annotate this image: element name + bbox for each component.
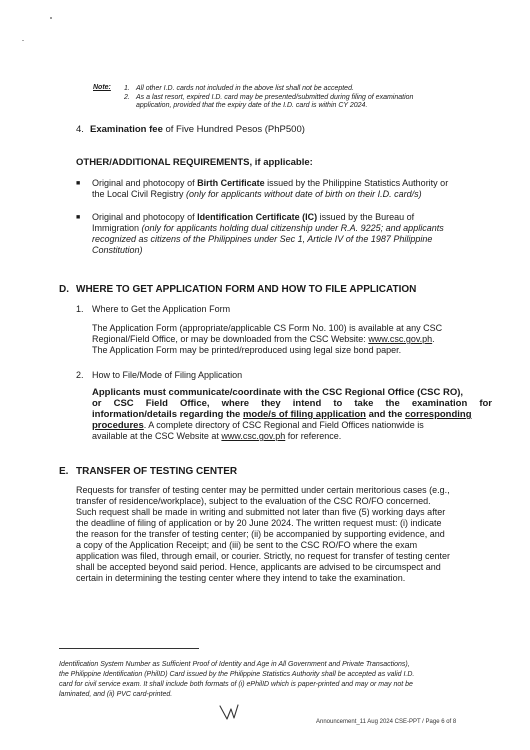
- identification-certificate-item: Original and photocopy of Identification Certificate (IC) issued by the Bureau of Immigration (only for applicants holding dual citizenship under R.A. 9225; and applicants recognized as citizens of the Philippines under Sec 1, Article IV of the 1987 Philippine Constitution): [92, 212, 444, 255]
- bullet-icon: ■: [76, 180, 81, 187]
- note-label: Note:: [93, 84, 111, 91]
- note-item-2-cont: application, provided that the expiry date of the I.D. card is within CY 2024.: [136, 102, 368, 109]
- d-item-2-title: 2. How to File/Mode of Filing Application: [76, 370, 243, 380]
- birth-certificate-item: Original and photocopy of Birth Certificate issued by the Philippine Statistics Authority or the Local Civil Registry (only for applicants without date of birth on their I.D. card/s): [92, 178, 449, 199]
- csc-website-link[interactable]: www.csc.gov.ph: [221, 431, 286, 441]
- d-item-1-title: 1. Where to Get the Application Form: [76, 304, 231, 314]
- section-e-heading: E. TRANSFER OF TESTING CENTER: [59, 466, 238, 477]
- section-d-heading: D. WHERE TO GET APPLICATION FORM AND HOW TO FILE APPLICATION: [59, 284, 417, 295]
- additional-requirements-heading: OTHER/ADDITIONAL REQUIREMENTS, if applicable:: [76, 157, 313, 168]
- section-e-body: Requests for transfer of testing center may be permitted under certain meritorious cases (e.g., transfer of residence/workplace), subject to the evaluation of the CSC RO/FO concerned. Such request shall be made in writing and submitted not later than five (5) working days after the deadline of filing of application or by 20 June 2024. The written request must: (i) indicate the reason for the transfer of testing center; (ii) be accompanied by supporting evidence, and a copy of the Application Receipt; and (iii) be sent to the CSC RO/FO where the exam application was filed, through email, or courier. Strictly, no request for transfer of testing center shall be accepted beyond said period. Hence, applicants are advised to be circumspect and certain in determining the testing center where they intend to take the examination.: [76, 485, 451, 583]
- note-item-1: 1. All other I.D. cards not included in the above list shall not be accepted.: [124, 85, 354, 92]
- scan-speck: [22, 40, 24, 41]
- scan-speck: [50, 17, 52, 19]
- page-footer-reference: Announcement_11 Aug 2024 CSE-PPT / Page 6 of 8: [316, 719, 457, 725]
- bullet-icon: ■: [76, 214, 81, 221]
- d-item-2-body: Applicants must communicate/coordinate with the CSC Regional Office (CSC RO), or CSC Field Office, where they intend to take the examination for information/details regarding the mode/s of filing application and the corresponding procedures. A complete directory of CSC Regional and Field Offices nationwide is available at the CSC Website at www.csc.gov.ph for reference.: [92, 387, 492, 441]
- footnote-rule: [59, 648, 199, 649]
- footnote-text: Identification System Number as Sufficient Proof of Identity and Age in All Government and Private Transactions), the Philippine Identification (PhilID) Card issued by the Philippine Statistics Authority shall be accepted as valid I.D. card for civil service exam. It shall include both formats of (i) ePhilID which is paper-printed and may or may not be laminated, and (ii) PVC card-printed.: [59, 661, 415, 698]
- d-item-1-body: The Application Form (appropriate/applicable CS Form No. 100) is available at any CSC Regional/Field Office, or may be downloaded from the CSC Website: www.csc.gov.ph. The Application Form may be printed/reproduced using legal size bond paper.: [92, 323, 443, 355]
- note-item-2: 2. As a last resort, expired I.D. card may be presented/submitted during filing of examination: [124, 94, 414, 101]
- exam-fee-item: 4. Examination fee of Five Hundred Pesos (PhP500): [76, 124, 305, 135]
- initials-signature-icon: [218, 703, 242, 723]
- csc-website-link[interactable]: www.csc.gov.ph: [368, 334, 433, 344]
